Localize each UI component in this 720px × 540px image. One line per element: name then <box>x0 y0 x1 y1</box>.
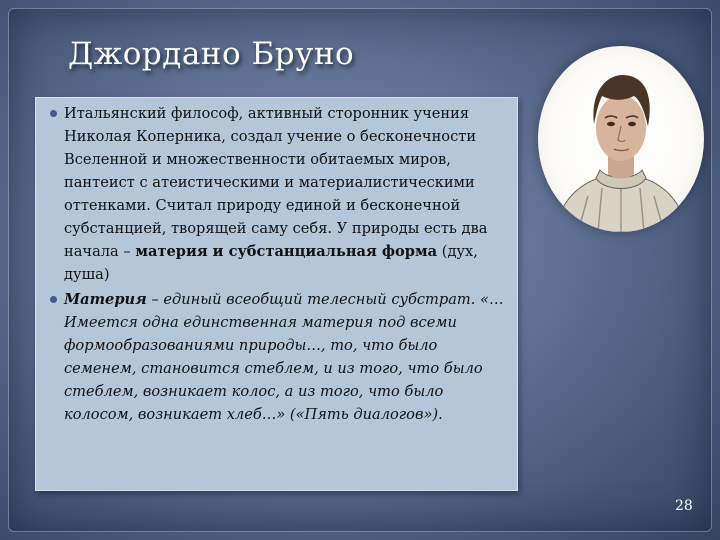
bullet-2-text-definition: – единый всеобщий телесный субстрат. «…Имеется одна единственная материя под всеми формообразованиями природы…, то, что было семенем, становится стеблем, и из того, что было стеблем, возникает колос, а из того, что было колосом, возникает хлеб…» («Пять диалогов»). <box>64 291 504 423</box>
portrait-image <box>538 46 704 232</box>
bullet-1-text-emphasis: материя и субстанциальная форма <box>135 243 438 260</box>
bullet-marker <box>50 296 57 303</box>
bullet-1-text-intro: Итальянский философ, активный сторонник учения Николая Коперника, создал учение о бесконечности Вселенной и множественности обитаемых миров, пантеист с атеистическими и материалистическими оттенками. Считал природу единой и бесконечной субстанцией, творящей саму себя. У природы есть два начала – <box>64 105 488 260</box>
bullet-1-text-end: (дух, душа) <box>64 243 478 283</box>
portrait-illustration <box>538 46 704 232</box>
bullet-2-text-term: Материя <box>64 291 147 308</box>
bullet-item-2 <box>50 288 507 426</box>
slide-title: Джордано Бруно <box>68 36 355 72</box>
bullet-item-1 <box>50 102 507 286</box>
bullet-marker <box>50 110 57 117</box>
page-number: 28 <box>675 498 693 514</box>
content-box <box>35 97 518 491</box>
